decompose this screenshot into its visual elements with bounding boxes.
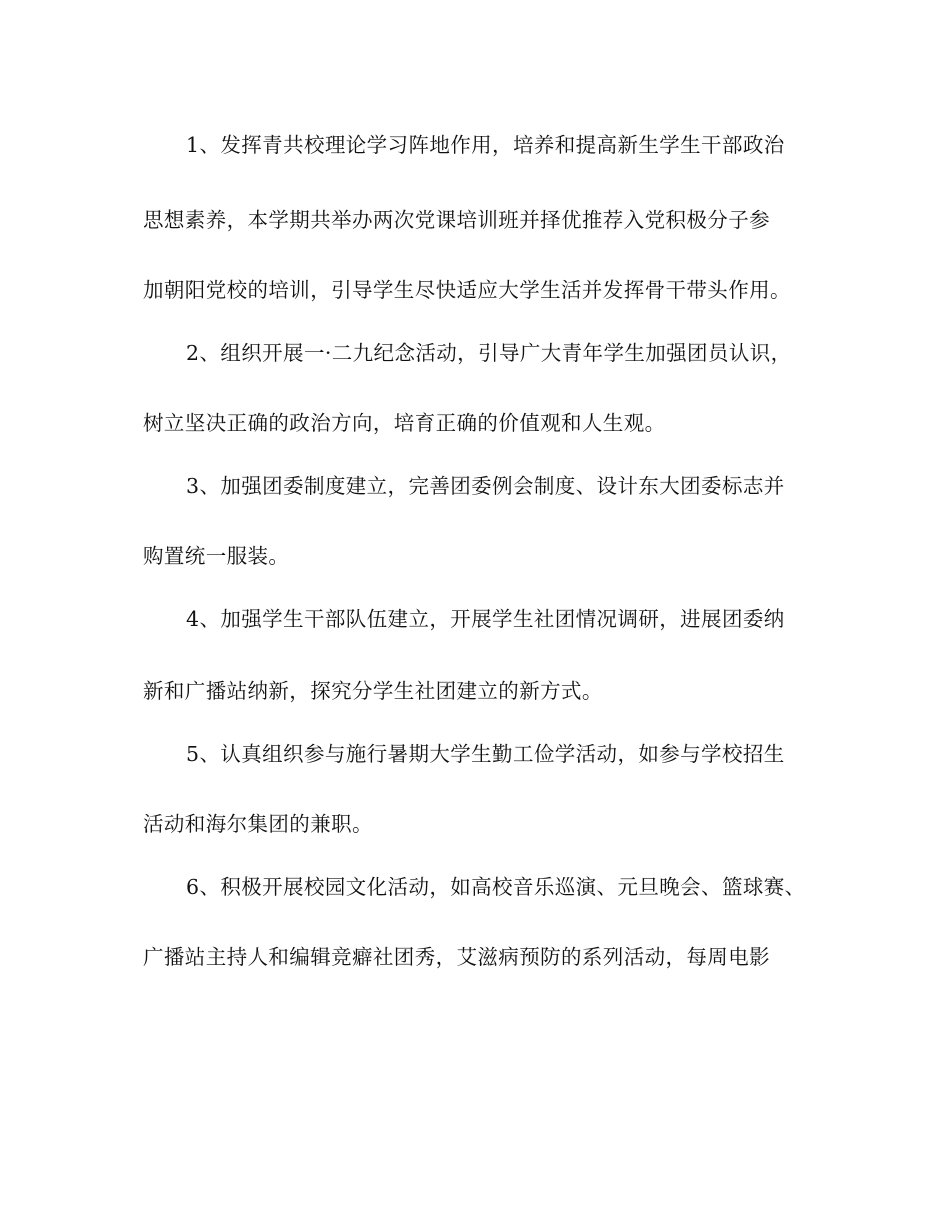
paragraph-3-line-1: 3、加强团委制度建立，完善团委例会制度、设计东大团委标志并 xyxy=(186,474,785,498)
paragraph-1-line-1: 1、发挥青共校理论学习阵地作用，培养和提高新生学生干部政治 xyxy=(186,133,785,157)
paragraph-2-line-1: 2、组织开展一·二九纪念活动，引导广大青年学生加强团员认识， xyxy=(186,341,792,365)
paragraph-2-line-2: 树立坚决正确的政治方向，培育正确的价值观和人生观。 xyxy=(143,411,666,435)
paragraph-1-line-3: 加朝阳党校的培训，引导学生尽快适应大学生活并发挥骨干带头作用。 xyxy=(143,278,791,302)
paragraph-3-line-2: 购置统一服装。 xyxy=(143,544,290,568)
paragraph-6-line-1: 6、积极开展校园文化活动，如高校音乐巡演、元旦晚会、篮球赛、 xyxy=(186,875,806,899)
paragraph-1-line-2: 思想素养，本学期共举办两次党课培训班并择优推荐入党积极分子参 xyxy=(143,208,770,232)
paragraph-5-line-1: 5、认真组织参与施行暑期大学生勤工俭学活动，如参与学校招生 xyxy=(186,742,785,766)
paragraph-6-line-2: 广播站主持人和编辑竞癖社团秀，艾滋病预防的系列活动，每周电影 xyxy=(143,945,770,969)
paragraph-4-line-1: 4、加强学生干部队伍建立，开展学生社团情况调研，进展团委纳 xyxy=(186,607,785,631)
paragraph-5-line-2: 活动和海尔集团的兼职。 xyxy=(143,812,373,836)
paragraph-4-line-2: 新和广播站纳新，探究分学生社团建立的新方式。 xyxy=(143,679,603,703)
